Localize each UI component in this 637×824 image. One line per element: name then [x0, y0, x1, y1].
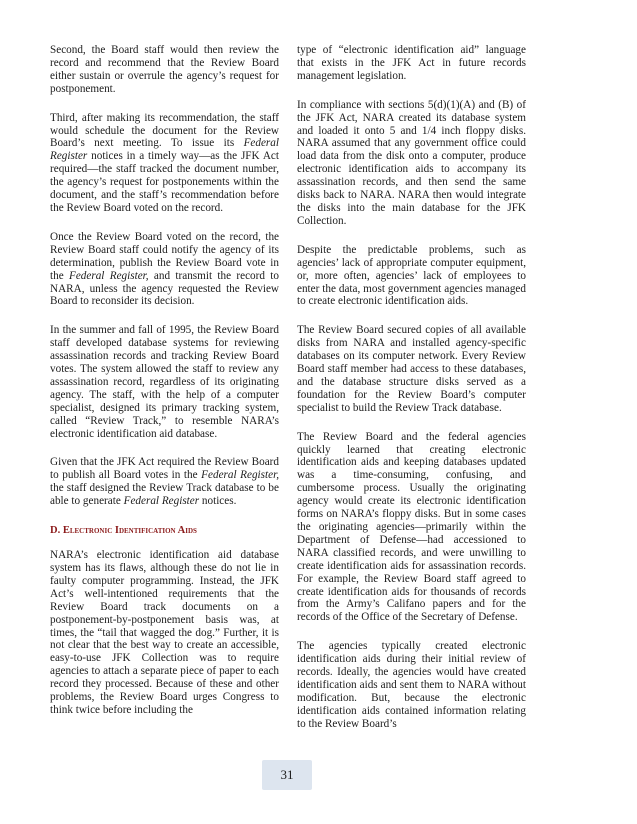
paragraph: [50, 456, 279, 508]
text-run: the staff designed the Review Track database to be able to generate: [50, 482, 279, 508]
text-run: and transmit the record to NARA, unless the agency requested the Review Board to reconsider its decision.: [50, 269, 279, 308]
paragraph: In compliance with sections 5(d)(1)(A) and (B) of the JFK Act, NARA created its database system and loaded it onto 5 and 1/4 inch floppy disks. NARA assumed that any government office could load data from the disk onto a computer, produce electronic identification aids to accompany its assassination records, and then send the same disks back to NARA. NARA then would integrate the disks into the main database for the JFK Collection.: [297, 98, 526, 227]
paragraph: type of “electronic identification aid” language that exists in the JFK Act in future records management legislation.: [297, 44, 526, 82]
paragraph: NARA’s electronic identification aid database system has its flaws, although these do not lie in faulty computer programming. Instead, the JFK Act’s well-intentioned requirements that the Review Board track documents on a postponement-by-postponement basis was, at times, the “tail that wagged the dog.” Further, it is not clear that the best way to create an accessible, easy-to-use JFK Collection was to require agencies to attach a separate piece of paper to each record they processed. Because of these and other problems, the Review Board urges Congress to think twice before including the: [50, 549, 279, 716]
paragraph: Despite the predictable problems, such as agencies’ lack of appropriate computer equipment, or, more often, agencies’ lack of employees to enter the data, most government agencies managed to create electronic identification aids.: [297, 243, 526, 308]
section-letter: D.: [50, 525, 61, 537]
paragraph: [50, 231, 279, 308]
paragraph: The agencies typically created electronic identification aids during their initial review of records. Ideally, the agencies would have created identification aids and sent them to NARA without modification. But, because the electronic identification aids contained information relating to the Review Board’s: [297, 640, 526, 730]
italic-text: Federal Register: [123, 495, 200, 508]
right-column: [297, 44, 526, 747]
left-column: [50, 44, 279, 733]
italic-text: Federal Register,: [69, 269, 149, 282]
text-run: Third, after making its recommendation, the staff would schedule the document for the Review Board’s next meeting. To issue its: [50, 111, 279, 150]
italic-text: Federal Register,: [201, 469, 279, 482]
page-number: 31: [262, 760, 312, 790]
text-run: Given that the JFK Act required the Review Board to publish all Board votes in the: [50, 456, 279, 482]
section-title: Electronic Identification Aids: [62, 525, 197, 537]
paragraph: Second, the Board staff would then review the record and recommend that the Review Board either sustain or overrule the agency’s request for postponement.: [50, 44, 279, 95]
italic-text: Federal Register: [50, 137, 279, 163]
paragraph: The Review Board and the federal agencies quickly learned that creating electronic identification aids and keeping databases updated was a time-consuming, confusing, and cumbersome process. Usually the originating agency would create its electronic identification forms on NARA’s floppy disks. But in some cases the originating agencies—primarily within the Department of Defense—had accessioned to NARA classified records, and were unwilling to create identification aids for assassination records. For example, the Review Board staff agreed to create identification aids for thousands of records from the Army’s Califano papers and for the records of the Office of the Secretary of Defense.: [297, 430, 526, 624]
section-heading: [50, 524, 279, 537]
paragraph: The Review Board secured copies of all available disks from NARA and installed agency-specific databases on its computer network. Every Review Board staff member had access to these databases, and the database structure disks served as a foundation for the Review Board’s computer specialist to build the Review Track database.: [297, 324, 526, 414]
text-run: notices.: [199, 495, 237, 508]
paragraph: In the summer and fall of 1995, the Review Board staff developed database systems for reviewing assassination records and tracking Review Board votes. The system allowed the staff to review any assassination record, regardless of its originating agency. The staff, with the help of a computer specialist, designed its primary tracking system, called “Review Track,” to resemble NARA’s electronic identification aid database.: [50, 324, 279, 440]
paragraph: [50, 112, 279, 215]
text-run: notices in a timely way—as the JFK Act required—the staff tracked the document number, the agency’s request for postponements within the document, and the staff’s recommendation before the Review Board voted on the record.: [50, 150, 279, 214]
text-run: Once the Review Board voted on the record, the Review Board staff could notify the agency of its determination, publish the Review Board vote in the: [50, 230, 279, 282]
